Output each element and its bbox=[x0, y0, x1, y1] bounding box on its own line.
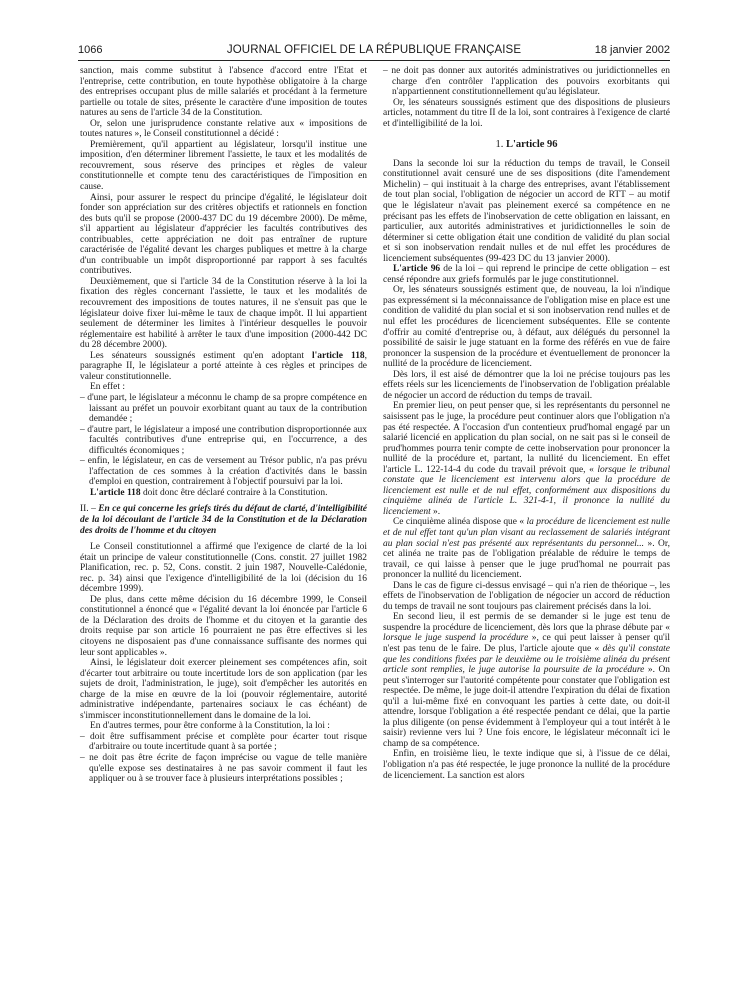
paragraph: Dans la seconde loi sur la réduction du temps de travail, le Conseil constitutionnel avait censuré une de ses dispositions (dite l'amendement Michelin) – qui instituait à la charge des entreprises, avant l'établissement de tout plan social, l'obligation de négocier un accord de RTT – au motif que le législateur n'avait pas pleinement exercé sa compétence en ne précisant pas les effets de l'inobservation de cette obligation en laissant, en particulier, aux autorités administratives et juridictionnelles le soin de déterminer si cette obligation était une condition de validité du plan social et si son inobservation rendait nulles et de nul effet les procédures de licenciement subséquentes (99-423 DC du 13 janvier 2000). bbox=[383, 158, 670, 264]
subsection-heading bbox=[383, 140, 670, 151]
text-run: ». On peut s'interroger sur l'autorité compétente pour constater que l'obligation est respectée. De même, le juge doit-il attendre l'expiration du délai de fixation qu'il a lui-même fixé en convoquant les parties à cette date, ou doit-il attendre, lorsque l'obligation a été respectée pendant ce délai, que la partie la plus diligente (on pense évidemment à l'employeur qui a tout intérêt à le saisir) revienne vers lui ? Une fois encore, le législateur méconnaît ici le champ de sa compétence. bbox=[383, 665, 670, 749]
text-run: , paragraphe II, le législateur a porté atteinte à ces règles et principes de valeur constitutionnelle. bbox=[80, 350, 367, 382]
page-number: 1066 bbox=[78, 44, 103, 56]
paragraph: En effet : bbox=[90, 382, 125, 393]
text-run: Les sénateurs soussignés estiment qu'en adoptant bbox=[90, 350, 313, 361]
right-column bbox=[383, 66, 670, 781]
text-run: ». bbox=[430, 506, 441, 517]
list-item: – ne doit pas donner aux autorités administratives ou juridictionnelles en charge d'en contrôler l'application des pouvoirs exorbitants qui n'appartiennent constitutionnellement qu'au législateur. bbox=[383, 66, 670, 98]
journal-title: JOURNAL OFFICIEL DE LA RÉPUBLIQUE FRANÇAISE bbox=[226, 44, 522, 56]
paragraph: Ainsi, le législateur doit exercer pleinement ses compétences afin, soit d'écarter tout arbitraire ou toute incertitude lors de son application (par les sujets de droit, l'administration, le juge), soit d'empêcher les autorités en charge de la mise en œuvre de la loi (pouvoir réglementaire, autorité administrative indépendante, partenaires sociaux le cas échéant) de s'immiscer inconstitutionnellement dans le domaine de la loi. bbox=[80, 658, 367, 721]
paragraph bbox=[383, 517, 670, 580]
left-column bbox=[80, 66, 367, 785]
section-title: En ce qui concerne les griefs tirés du défaut de clarté, d'intelligibilité de la loi découlant de l'article 34 de la Constitution et de la Déclaration des droits de l'homme et du citoyen bbox=[80, 504, 367, 536]
paragraph: Dans le cas de figure ci-dessus envisagé – qui n'a rien de théorique –, les effets de l'inobservation de l'obligation de négocier un accord de réduction du temps de travail ne sont toujours pas clairement précisés dans la loi. bbox=[383, 580, 670, 612]
section-number: II. – bbox=[80, 504, 99, 515]
list-item: – enfin, le législateur, en cas de versement au Trésor public, n'a pas prévu l'affectation de ces sommes à la création d'activités dans le bassin d'emploi en question, contrairement à l'objectif poursuivi par la loi. bbox=[80, 456, 367, 488]
quoted-text: lorsque le tribunal constate que le licenciement est intervenu alors que la procédure de licenciement est nulle et de nul effet, conformément aux dispositions du cinquième alinéa de l'article L. 321-4-1, il prononce la nullité du licenciement bbox=[383, 464, 670, 517]
text-run: de la loi – qui reprend le principe de cette obligation – est censé répondre aux griefs formulés par le juge constitutionnel. bbox=[383, 264, 670, 285]
list-item: – doit être suffisamment précise et complète pour écarter tout risque d'arbitraire ou toute incertitude quant à sa portée ; bbox=[80, 731, 367, 753]
paragraph: Enfin, en troisième lieu, le texte indique que si, à l'issue de ce délai, l'obligation n'a pas été respectée, le juge prononce la nullité de la procédure de licenciement. La sanction est alors bbox=[383, 749, 670, 781]
article-ref: l'article 118 bbox=[312, 350, 365, 361]
paragraph: De plus, dans cette même décision du 16 décembre 1999, le Conseil constitutionnel a énoncé que « l'égalité devant la loi énoncée par l'article 6 de la Déclaration des droits de l'homme et du citoyen et la garantie des droits requise par son article 16 pourraient ne pas être effectives si les citoyens ne disposaient pas d'une connaissance suffisante des normes qui leur sont applicables ». bbox=[80, 594, 367, 658]
paragraph bbox=[383, 612, 670, 749]
paragraph: Or, les sénateurs soussignés estiment que des dispositions de plusieurs articles, notamment du titre II de la loi, sont contraires à l'exigence de clarté et d'intelligibilité de la loi. bbox=[383, 97, 670, 129]
paragraph: Premièrement, qu'il appartient au législateur, lorsqu'il institue une imposition, d'en déterminer librement l'assiette, le taux et les modalités de recouvrement, sous réserve des principes et règles de valeur constitutionnelle et compte tenu des caractéristiques de l'imposition en cause. bbox=[80, 139, 367, 193]
issue-date: 18 janvier 2002 bbox=[594, 44, 670, 56]
text-run: ». Or, cet alinéa ne traite pas de l'obligation préalable de réduire le temps de travail, ce qui laisse à penser que le juge prud'homal ne pourrait pas prononcer la nullité du licenciement. bbox=[383, 538, 670, 581]
text-run: En premier lieu, on peut penser que, si les représentants du personnel ne saisissent pas le juge, la procédure peut continuer alors que l'obligation n'a pas été respectée. A l'occasion d'un contentieux prud'homal engagé par un salarié licencié en application du plan social, on ne sait pas si le conseil de prud'hommes pourra tenir compte de cette inobservation pour prononcer la nullité de la procédure et, partant, la nullité du licenciement. En effet l'article L. 122-14-4 du code du travail prévoit que, « bbox=[383, 401, 670, 475]
section-number: 1. bbox=[495, 139, 506, 151]
quoted-text: la procédure de licenciement est nulle et de nul effet tant qu'un plan visant au reclassement de salariés intégrant au plan social n'est pas présenté aux représentants du personnel... bbox=[383, 517, 670, 549]
list-item: – d'autre part, le législateur a imposé une contribution disproportionnée aux facultés contributives d'une entreprise qui, en l'occurrence, a des difficultés économiques ; bbox=[80, 424, 367, 456]
list-item: – ne doit pas être écrite de façon imprécise ou vague de telle manière qu'elle expose ses destinataires à ne pas savoir comment il faut les appliquer ou à se trouver face à plusieurs interprétations possibles ; bbox=[80, 753, 367, 785]
paragraph: Or, selon une jurisprudence constante relative aux « impositions de toutes natures », le Conseil constitutionnel a décidé : bbox=[80, 118, 367, 140]
paragraph bbox=[80, 488, 367, 499]
article-ref: L'article 118 bbox=[90, 487, 141, 498]
paragraph bbox=[383, 264, 670, 285]
paragraph bbox=[383, 401, 670, 517]
paragraph: Or, les sénateurs soussignés estiment que, de nouveau, la loi n'indique pas expressément si la méconnaissance de l'obligation mise en place est une condition de validité du plan social et si son inobservation rend nulles et de nul effet les procédures de licenciement subséquentes. Elle se contente d'offrir au comité d'entreprise ou, à défaut, aux délégués du personnel la possibilité de saisir le juge statuant en la forme des référés en vue de faire prononcer la suspension de la procédure et éventuellement de prononcer la nullité de la procédure de licenciement. bbox=[383, 285, 670, 370]
paragraph: Deuxièmement, que si l'article 34 de la Constitution réserve à la loi la fixation des règles concernant l'assiette, le taux et les modalités de recouvrement des impositions de toutes natures, il ne s'ensuit pas que le législateur doive fixer lui-même le taux de chaque impôt. Il lui appartient seulement de déterminer les limites à l'intérieur desquelles le pouvoir réglementaire est habilité à arrêter le taux d'une imposition (2000-442 DC du 28 décembre 2000). bbox=[80, 276, 367, 351]
paragraph: Ainsi, pour assurer le respect du principe d'égalité, le législateur doit fonder son appréciation sur des critères objectifs et rationnels en fonction des buts qu'il se propose (2000-437 DC du 19 décembre 2000). De même, s'il appartient au législateur d'apprécier les facultés contributives des contribuables, cette appréciation ne doit pas entraîner de rupture caractérisée de l'égalité devant les charges publiques et mettre à la charge d'un contribuable un impôt disproportionné par rapport à ses facultés contributives. bbox=[80, 192, 367, 277]
paragraph: Dès lors, il est aisé de démontrer que la loi ne précise toujours pas les effets réels sur les licenciements de l'inobservation de l'obligation préalable de négocier un accord de réduction du temps de travail. bbox=[383, 369, 670, 401]
article-ref: L'article 96 bbox=[393, 264, 441, 275]
text-run: En second lieu, il est permis de se demander si le juge est tenu de suspendre la procédure de licenciement, dès lors que la phrase débute par « bbox=[383, 612, 670, 633]
paragraph: Le Conseil constitutionnel a affirmé que l'exigence de clarté de la loi était un principe de valeur constitutionnelle (Cons. constit. 27 juillet 1982 Planification, rec. p. 52, Cons. constit. 2 juin 1987, Nouvelle-Calédonie, rec. p. 34) ainsi que l'exigence d'intelligibilité de la loi (décision du 16 décembre 1999). bbox=[80, 542, 367, 595]
section-title: L'article 96 bbox=[505, 139, 558, 151]
header-rule bbox=[78, 60, 670, 61]
page-header bbox=[78, 44, 670, 60]
paragraph: En d'autres termes, pour être conforme à la Constitution, la loi : bbox=[90, 721, 330, 732]
paragraph: sanction, mais comme substitut à l'absence d'accord entre l'Etat et l'entreprise, cette contribution, en toute hypothèse obligatoire à la charge des entreprises occupant plus de mille salariés et procédant à la fermeture partielle ou totale de sites, présente le caractère d'une imposition de toutes natures au sens de l'article 34 de la Constitution. bbox=[80, 66, 367, 119]
text-run: Ce cinquième alinéa dispose que « bbox=[393, 517, 527, 528]
quoted-text: lorsque le juge suspend la procédure bbox=[383, 633, 529, 644]
list-item: – d'une part, le législateur a méconnu le champ de sa propre compétence en laissant au préfet un pouvoir exorbitant quant au taux de la contribution demandée ; bbox=[80, 392, 367, 425]
text-run: », ce qui peut laisser à penser qu'il n'est pas tenu de le faire. De plus, l'article ajoute que « bbox=[383, 633, 670, 654]
text-run: doit donc être déclaré contraire à la Constitution. bbox=[140, 487, 328, 498]
paragraph bbox=[80, 351, 367, 383]
quoted-text: dès qu'il constate que les conditions fixées par le deuxième ou le troisième alinéa du présent article sont remplies, le juge autorise la poursuite de la procédure bbox=[383, 643, 670, 676]
section-heading bbox=[80, 504, 367, 536]
